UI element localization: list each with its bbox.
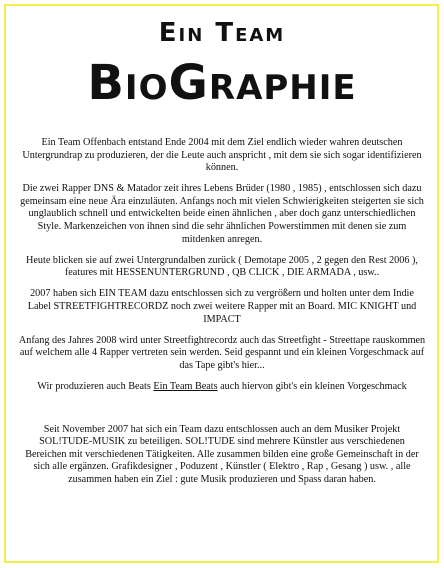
paragraph-solitude: Seit November 2007 hat sich ein Team dazu entschlossen auch an dem Musiker Projekt SOL!TUDE-MUSIK zu beteiligen. SOL!TUDE sind mehrere Künstler aus verschiedenen Bereichen mit verschiedenen Tätigkeiten. Alle zusammen bilden eine große Gemeinschaft in der sich alle ergänzen. Grafikdesigner , Poduzent , Künstler ( Elektro , Rap , Gesang ) usw. , alle zusammen haben ein Ziel : gute Musik produzieren und Spass daran haben. <box>25 423 419 485</box>
ein-team-beats-link[interactable]: Ein Team Beats <box>153 381 218 392</box>
paragraph-label: 2007 haben sich EIN TEAM dazu entschlossen sich zu vergrößern und holten unter dem Indie Label STREETFIGHTRECORDZ noch zwei weitere Rapper mit an Board. MIC KNIGHT und IMPACT <box>27 288 417 325</box>
biography-title: BioGraphie <box>87 55 357 111</box>
beats-text-after: auch hiervon gibt's ein kleinen Vorgeschmack <box>217 381 407 392</box>
paragraph-origin: Ein Team Offenbach entstand Ende 2004 mit dem Ziel endlich wieder wahren deutschen Untergrundrap zu produzieren, der die Leute auch anspricht , mit dem sie sich sogar identifizieren können. <box>22 137 422 174</box>
paragraph-albums: Heute blicken sie auf zwei Untergrundalben zurück ( Demotape 2005 , 2 gegen den Rest 2006 ), features mit HESSENUNTERGRUND , QB CLICK , DIE ARMADA , usw.. <box>26 254 418 279</box>
biography-text <box>18 137 426 495</box>
team-name-heading: Ein Team <box>158 18 286 48</box>
paragraph-streettape: Anfang des Jahres 2008 wird unter Streetfightrecordz auch das Streetfight - Streettape rauskommen auf welchem alle 4 Rapper vertreten sein werden. Seid gespannt und ein kleinen Vorgeschmack auf das Tape gibt's hier... <box>18 334 426 371</box>
paragraph-rappers: Die zwei Rapper DNS & Matador zeit ihres Lebens Brüder (1980 , 1985) , entschlossen sich dazu gemeinsam eine neue Ära einzuläuten. Anfangs noch mit vielen Schwierigkeiten steigerten sie sich unglaublich schnell und entwickelten beide einen ähnlichen , aber doch ganz unterschiedlichen Style. Markenzeichen von ihnen sind die sehr ähnlichen Powerstimmen mit denen sie zum mitdenken anregen. <box>20 183 424 245</box>
beats-text-before: Wir produzieren auch Beats <box>37 381 154 392</box>
paragraph-beats <box>18 381 426 394</box>
